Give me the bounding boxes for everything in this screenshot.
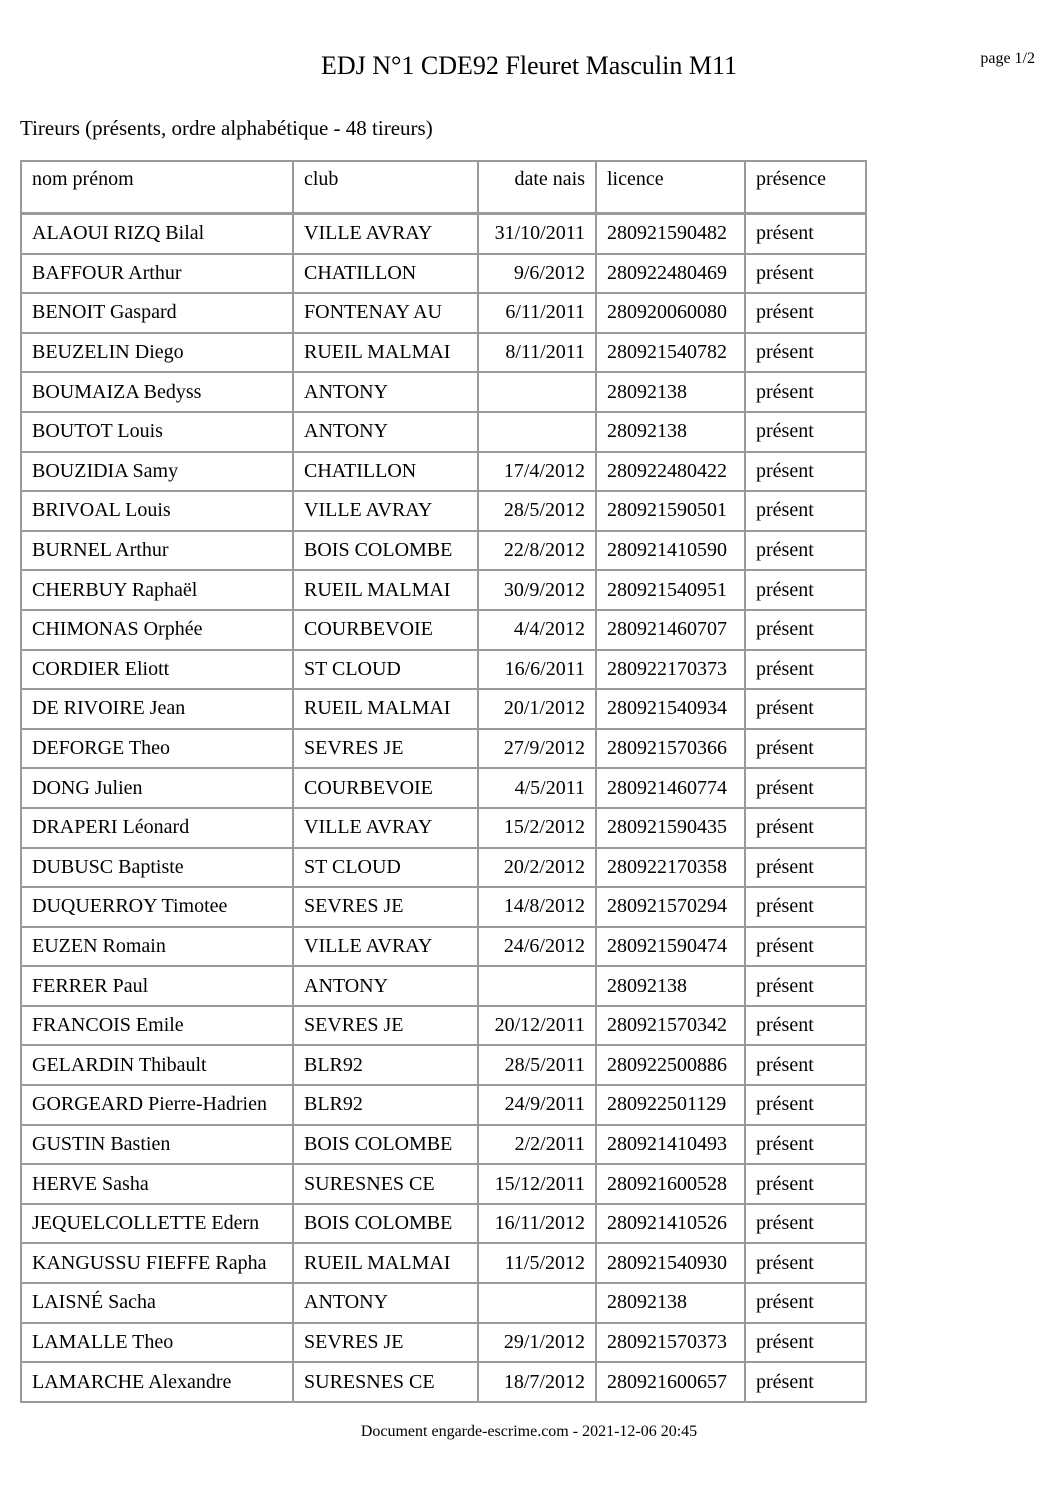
cell-name: BEUZELIN Diego xyxy=(22,334,294,374)
cell-name: DUQUERROY Timotee xyxy=(22,888,294,928)
cell-club: RUEIL MALMAI xyxy=(294,571,479,611)
page-footer: Document engarde-escrime.com - 2021-12-06 20:45 xyxy=(360,1423,698,1440)
cell-birthdate: 9/6/2012 xyxy=(479,255,597,295)
cell-licence: 280921570373 xyxy=(597,1324,746,1364)
cell-birthdate: 8/11/2011 xyxy=(479,334,597,374)
cell-name: BENOIT Gaspard xyxy=(22,294,294,334)
cell-club: BOIS COLOMBE xyxy=(294,1126,479,1166)
cell-club: COURBEVOIE xyxy=(294,769,479,809)
cell-birthdate: 16/6/2011 xyxy=(479,651,597,691)
cell-presence: présent xyxy=(746,1284,867,1324)
cell-birthdate: 2/2/2011 xyxy=(479,1126,597,1166)
table-row xyxy=(22,1284,867,1324)
col-header-name: nom prénom xyxy=(22,162,294,215)
cell-birthdate xyxy=(479,1284,597,1324)
cell-licence: 280921590435 xyxy=(597,809,746,849)
cell-presence: présent xyxy=(746,809,867,849)
cell-licence: 28092138 xyxy=(597,373,746,413)
cell-presence: présent xyxy=(746,1086,867,1126)
table-row xyxy=(22,611,867,651)
section-subtitle: Tireurs (présents, ordre alphabétique - 48 tireurs) xyxy=(20,116,433,140)
cell-name: GORGEARD Pierre-Hadrien xyxy=(22,1086,294,1126)
cell-presence: présent xyxy=(746,413,867,453)
cell-licence: 280921410590 xyxy=(597,532,746,572)
cell-presence: présent xyxy=(746,492,867,532)
cell-licence: 280922500886 xyxy=(597,1046,746,1086)
cell-birthdate: 29/1/2012 xyxy=(479,1324,597,1364)
cell-presence: présent xyxy=(746,1007,867,1047)
cell-club: SEVRES JE xyxy=(294,1324,479,1364)
cell-club: COURBEVOIE xyxy=(294,611,479,651)
table-row xyxy=(22,294,867,334)
cell-birthdate: 6/11/2011 xyxy=(479,294,597,334)
cell-birthdate: 4/4/2012 xyxy=(479,611,597,651)
cell-licence: 280921540934 xyxy=(597,690,746,730)
table-row xyxy=(22,1363,867,1403)
page-title: EDJ N°1 CDE92 Fleuret Masculin M11 xyxy=(320,51,737,80)
table-row xyxy=(22,1086,867,1126)
cell-club: FONTENAY AU xyxy=(294,294,479,334)
cell-club: BOIS COLOMBE xyxy=(294,532,479,572)
cell-name: DRAPERI Léonard xyxy=(22,809,294,849)
cell-name: DE RIVOIRE Jean xyxy=(22,690,294,730)
cell-presence: présent xyxy=(746,215,867,255)
cell-club: BLR92 xyxy=(294,1086,479,1126)
cell-presence: présent xyxy=(746,611,867,651)
cell-birthdate: 28/5/2012 xyxy=(479,492,597,532)
cell-club: VILLE AVRAY xyxy=(294,809,479,849)
cell-club: SURESNES CE xyxy=(294,1165,479,1205)
cell-club: ANTONY xyxy=(294,1284,479,1324)
cell-licence: 280921410526 xyxy=(597,1205,746,1245)
cell-birthdate xyxy=(479,413,597,453)
cell-club: RUEIL MALMAI xyxy=(294,1244,479,1284)
cell-licence: 28092138 xyxy=(597,1284,746,1324)
cell-name: LAMALLE Theo xyxy=(22,1324,294,1364)
cell-birthdate: 22/8/2012 xyxy=(479,532,597,572)
table-row xyxy=(22,492,867,532)
cell-birthdate: 20/1/2012 xyxy=(479,690,597,730)
cell-name: BAFFOUR Arthur xyxy=(22,255,294,295)
table-row xyxy=(22,1165,867,1205)
cell-presence: présent xyxy=(746,1046,867,1086)
cell-club: VILLE AVRAY xyxy=(294,215,479,255)
cell-name: BURNEL Arthur xyxy=(22,532,294,572)
cell-name: LAMARCHE Alexandre xyxy=(22,1363,294,1403)
cell-birthdate: 14/8/2012 xyxy=(479,888,597,928)
cell-presence: présent xyxy=(746,967,867,1007)
cell-presence: présent xyxy=(746,651,867,691)
cell-presence: présent xyxy=(746,1205,867,1245)
table-row xyxy=(22,1007,867,1047)
cell-presence: présent xyxy=(746,532,867,572)
table-row xyxy=(22,334,867,374)
cell-presence: présent xyxy=(746,1363,867,1403)
cell-club: SEVRES JE xyxy=(294,1007,479,1047)
cell-licence: 280921540930 xyxy=(597,1244,746,1284)
table-row xyxy=(22,373,867,413)
cell-birthdate: 24/6/2012 xyxy=(479,928,597,968)
table-header-row xyxy=(22,162,867,215)
cell-licence: 280921590474 xyxy=(597,928,746,968)
table-body xyxy=(22,215,867,1403)
cell-birthdate xyxy=(479,967,597,1007)
cell-club: ANTONY xyxy=(294,967,479,1007)
table-row xyxy=(22,730,867,770)
cell-presence: présent xyxy=(746,1244,867,1284)
table-row xyxy=(22,888,867,928)
cell-club: RUEIL MALMAI xyxy=(294,690,479,730)
fencers-table-container xyxy=(20,160,865,1403)
cell-name: GELARDIN Thibault xyxy=(22,1046,294,1086)
cell-licence: 280921600657 xyxy=(597,1363,746,1403)
cell-name: KANGUSSU FIEFFE Rapha xyxy=(22,1244,294,1284)
table-row xyxy=(22,690,867,730)
cell-licence: 28092138 xyxy=(597,967,746,1007)
cell-name: ALAOUI RIZQ Bilal xyxy=(22,215,294,255)
cell-birthdate: 20/2/2012 xyxy=(479,849,597,889)
cell-presence: présent xyxy=(746,769,867,809)
cell-name: EUZEN Romain xyxy=(22,928,294,968)
col-header-presence: présence xyxy=(746,162,867,215)
cell-name: LAISNÉ Sacha xyxy=(22,1284,294,1324)
table-row xyxy=(22,532,867,572)
cell-birthdate: 15/2/2012 xyxy=(479,809,597,849)
cell-presence: présent xyxy=(746,928,867,968)
cell-licence: 280921540951 xyxy=(597,571,746,611)
cell-club: BOIS COLOMBE xyxy=(294,1205,479,1245)
table-row xyxy=(22,571,867,611)
cell-licence: 280921460707 xyxy=(597,611,746,651)
col-header-club: club xyxy=(294,162,479,215)
cell-presence: présent xyxy=(746,1126,867,1166)
table-row xyxy=(22,928,867,968)
cell-presence: présent xyxy=(746,690,867,730)
cell-licence: 280921570342 xyxy=(597,1007,746,1047)
cell-name: CHIMONAS Orphée xyxy=(22,611,294,651)
cell-birthdate: 17/4/2012 xyxy=(479,453,597,493)
cell-birthdate: 31/10/2011 xyxy=(479,215,597,255)
cell-licence: 280921540782 xyxy=(597,334,746,374)
table-row xyxy=(22,413,867,453)
cell-presence: présent xyxy=(746,849,867,889)
cell-club: ANTONY xyxy=(294,373,479,413)
cell-name: HERVE Sasha xyxy=(22,1165,294,1205)
cell-name: DONG Julien xyxy=(22,769,294,809)
cell-licence: 280922170358 xyxy=(597,849,746,889)
cell-licence: 280921410493 xyxy=(597,1126,746,1166)
cell-birthdate: 16/11/2012 xyxy=(479,1205,597,1245)
cell-presence: présent xyxy=(746,888,867,928)
cell-club: SEVRES JE xyxy=(294,730,479,770)
cell-club: ST CLOUD xyxy=(294,651,479,691)
table-row xyxy=(22,1324,867,1364)
cell-club: SEVRES JE xyxy=(294,888,479,928)
cell-birthdate: 30/9/2012 xyxy=(479,571,597,611)
cell-club: ANTONY xyxy=(294,413,479,453)
cell-licence: 280921590501 xyxy=(597,492,746,532)
cell-name: BOUTOT Louis xyxy=(22,413,294,453)
cell-birthdate: 4/5/2011 xyxy=(479,769,597,809)
table-row xyxy=(22,453,867,493)
table-row xyxy=(22,651,867,691)
cell-licence: 280921600528 xyxy=(597,1165,746,1205)
fencers-table xyxy=(20,160,867,1403)
cell-licence: 280921570294 xyxy=(597,888,746,928)
table-row xyxy=(22,1126,867,1166)
cell-name: BRIVOAL Louis xyxy=(22,492,294,532)
cell-presence: présent xyxy=(746,571,867,611)
page-number: page 1/2 xyxy=(980,50,1035,67)
cell-licence: 280922501129 xyxy=(597,1086,746,1126)
cell-presence: présent xyxy=(746,453,867,493)
cell-presence: présent xyxy=(746,730,867,770)
cell-name: DUBUSC Baptiste xyxy=(22,849,294,889)
cell-club: CHATILLON xyxy=(294,255,479,295)
cell-licence: 280921590482 xyxy=(597,215,746,255)
cell-club: VILLE AVRAY xyxy=(294,492,479,532)
table-row xyxy=(22,1205,867,1245)
cell-name: FRANCOIS Emile xyxy=(22,1007,294,1047)
cell-licence: 280922480422 xyxy=(597,453,746,493)
cell-club: RUEIL MALMAI xyxy=(294,334,479,374)
table-row xyxy=(22,809,867,849)
cell-birthdate: 27/9/2012 xyxy=(479,730,597,770)
cell-club: VILLE AVRAY xyxy=(294,928,479,968)
cell-name: FERRER Paul xyxy=(22,967,294,1007)
cell-presence: présent xyxy=(746,334,867,374)
cell-licence: 280922170373 xyxy=(597,651,746,691)
table-row xyxy=(22,1244,867,1284)
cell-club: CHATILLON xyxy=(294,453,479,493)
table-row xyxy=(22,255,867,295)
table-row xyxy=(22,769,867,809)
cell-name: BOUZIDIA Samy xyxy=(22,453,294,493)
cell-club: BLR92 xyxy=(294,1046,479,1086)
cell-name: BOUMAIZA Bedyss xyxy=(22,373,294,413)
cell-name: CORDIER Eliott xyxy=(22,651,294,691)
table-row xyxy=(22,849,867,889)
table-row xyxy=(22,967,867,1007)
cell-presence: présent xyxy=(746,294,867,334)
cell-club: ST CLOUD xyxy=(294,849,479,889)
table-row xyxy=(22,1046,867,1086)
cell-presence: présent xyxy=(746,373,867,413)
cell-birthdate: 18/7/2012 xyxy=(479,1363,597,1403)
cell-licence: 280922480469 xyxy=(597,255,746,295)
cell-name: GUSTIN Bastien xyxy=(22,1126,294,1166)
cell-presence: présent xyxy=(746,255,867,295)
cell-birthdate xyxy=(479,373,597,413)
cell-birthdate: 15/12/2011 xyxy=(479,1165,597,1205)
cell-birthdate: 20/12/2011 xyxy=(479,1007,597,1047)
cell-name: CHERBUY Raphaël xyxy=(22,571,294,611)
table-row xyxy=(22,215,867,255)
cell-licence: 28092138 xyxy=(597,413,746,453)
cell-presence: présent xyxy=(746,1324,867,1364)
cell-licence: 280920060080 xyxy=(597,294,746,334)
cell-presence: présent xyxy=(746,1165,867,1205)
cell-birthdate: 11/5/2012 xyxy=(479,1244,597,1284)
cell-licence: 280921570366 xyxy=(597,730,746,770)
cell-birthdate: 24/9/2011 xyxy=(479,1086,597,1126)
col-header-birthdate: date nais xyxy=(479,162,597,215)
col-header-licence: licence xyxy=(597,162,746,215)
cell-birthdate: 28/5/2011 xyxy=(479,1046,597,1086)
cell-name: JEQUELCOLLETTE Edern xyxy=(22,1205,294,1245)
cell-name: DEFORGE Theo xyxy=(22,730,294,770)
cell-club: SURESNES CE xyxy=(294,1363,479,1403)
cell-licence: 280921460774 xyxy=(597,769,746,809)
